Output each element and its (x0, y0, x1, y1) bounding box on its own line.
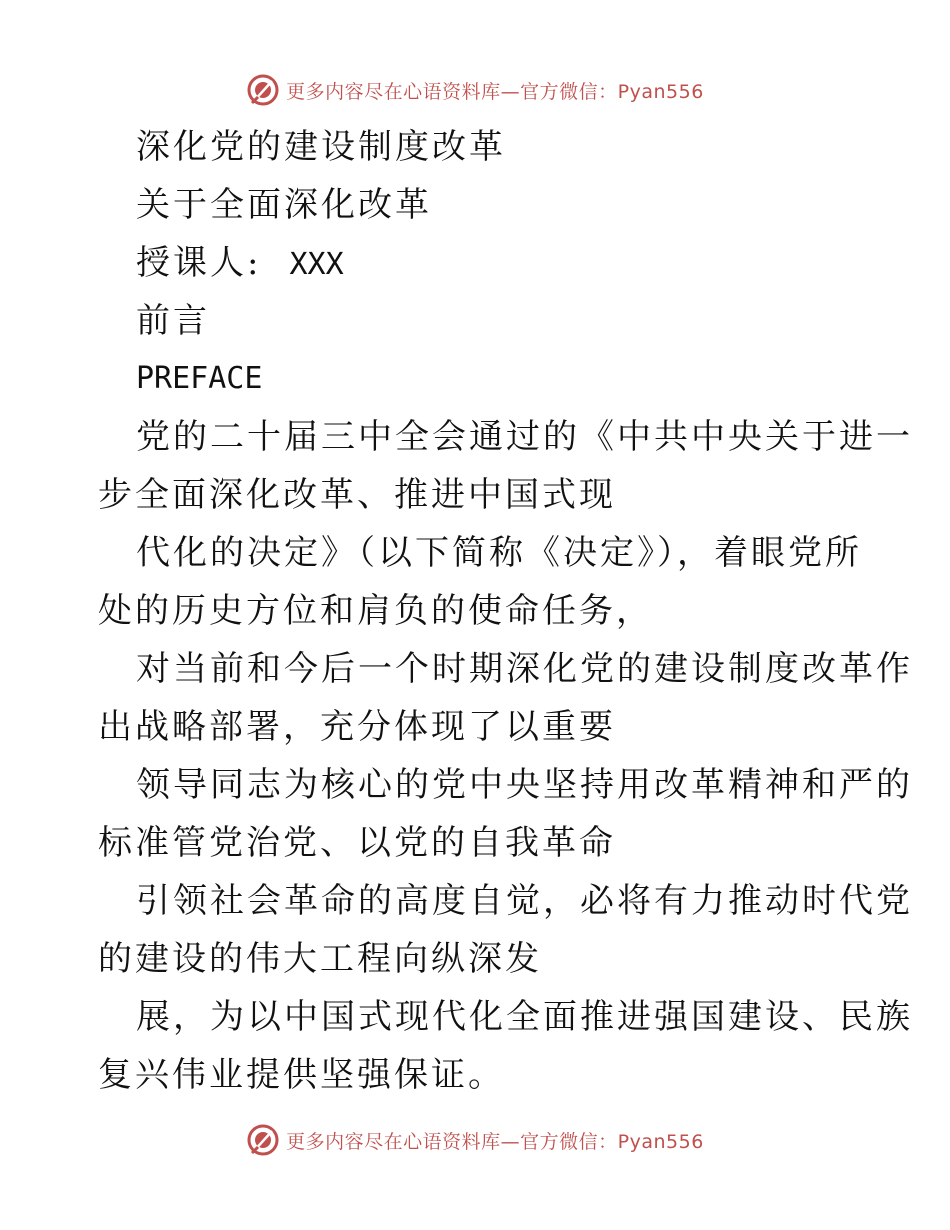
lecturer-label: 授课人: (136, 243, 262, 283)
paragraph-line: 对当前和今后一个时期深化党的建设制度改革作 (136, 649, 913, 689)
doc-title: 深化党的建设制度改革 (136, 127, 506, 167)
footer-watermark-banner (0, 1120, 950, 1160)
paragraph-line: 步全面深化改革、推进中国式现 (98, 475, 616, 515)
pen-seal-icon (246, 73, 280, 107)
lecturer-name: XXX (289, 247, 344, 282)
paragraph-line: 代化的决定》（以下简称《决定》），着眼党所 (136, 533, 862, 573)
paragraph-line: 复兴伟业提供坚强保证。 (98, 1055, 505, 1095)
paragraph-line: 引领社会革命的高度自觉，必将有力推动时代党 (136, 881, 913, 921)
paragraph-line: 党的二十届三中全会通过的《中共中央关于进一 (136, 417, 913, 457)
header-watermark-banner (0, 70, 950, 110)
preface-heading: 前言 (136, 301, 210, 341)
pen-seal-icon (246, 1123, 280, 1157)
banner-dash: — (500, 80, 521, 103)
banner-library-text: 更多内容尽在心语资料库 (286, 80, 501, 103)
banner-wechat-text: 官方微信：Pyan556 (520, 1130, 704, 1153)
preface-paragraph (98, 408, 913, 1104)
banner-library-text: 更多内容尽在心语资料库 (286, 1130, 501, 1153)
paragraph-line: 的建设的伟大工程向纵深发 (98, 939, 542, 979)
banner-dash: — (500, 1130, 521, 1153)
doc-subtitle: 关于全面深化改革 (136, 185, 432, 225)
paragraph-line: 展，为以中国式现代化全面推进强国建设、民族 (136, 997, 913, 1037)
banner-wechat-text: 官方微信：Pyan556 (520, 80, 704, 103)
document-body (98, 118, 913, 1104)
lecturer-line (98, 234, 858, 292)
paragraph-line: 出战略部署，充分体现了以重要 (98, 707, 616, 747)
paragraph-line: 处的历史方位和肩负的使命任务， (98, 591, 653, 631)
preface-heading-en: PREFACE (136, 361, 263, 396)
paragraph-line: 标准管党治党、以党的自我革命 (98, 823, 616, 863)
paragraph-line: 领导同志为核心的党中央坚持用改革精神和严的 (136, 765, 913, 805)
